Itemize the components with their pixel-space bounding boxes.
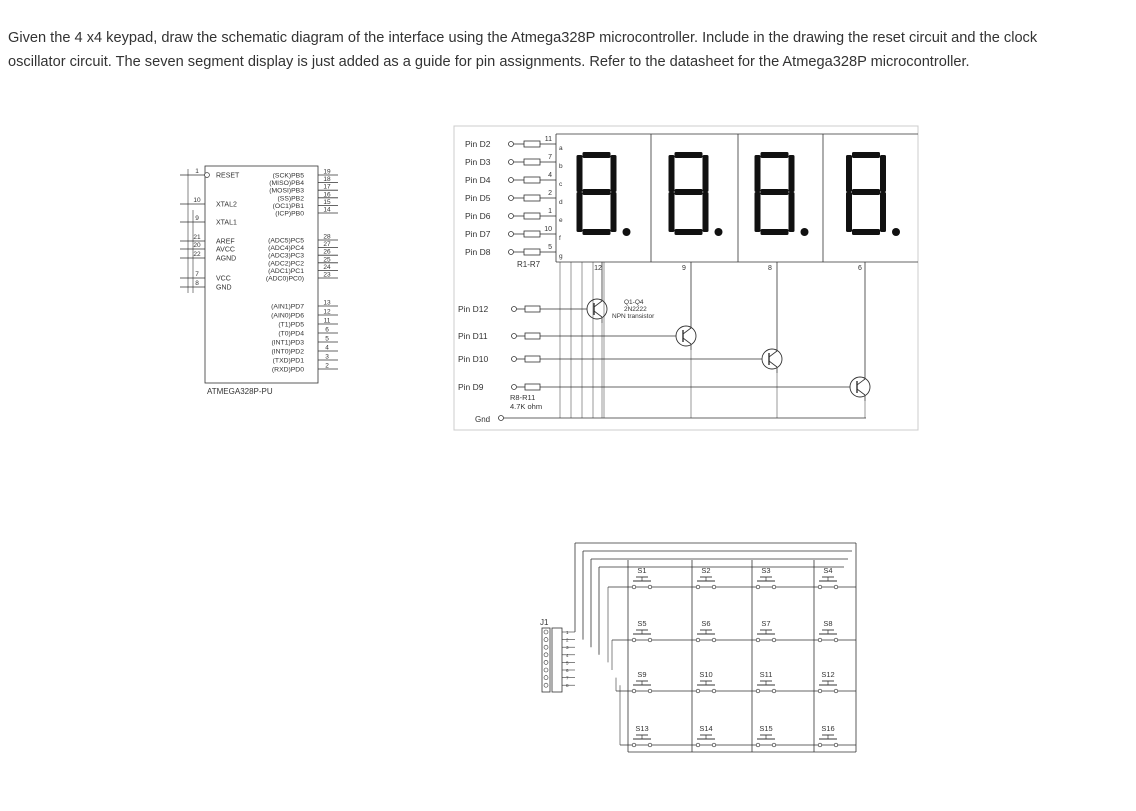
switch-label: S12: [821, 670, 835, 679]
mcu-pin-name: (SCK)PB5: [272, 172, 304, 180]
segment: [675, 152, 703, 158]
mcu-pin-number: 26: [323, 248, 331, 256]
mcu-pin-name: (SS)PB2: [277, 195, 304, 203]
switch-contact: [756, 743, 760, 747]
mcu-pin-number: 4: [325, 344, 329, 352]
resistor: [524, 141, 540, 147]
switch-contact: [834, 689, 838, 693]
mcu-pin-number: 10: [193, 197, 201, 204]
segment: [755, 192, 761, 232]
mcu-pin-number: 27: [323, 241, 331, 249]
segment-pin-label: Pin D3: [465, 157, 491, 167]
mcu-pin-name: (MOSI)PB3: [269, 187, 304, 195]
switch-label: S6: [701, 619, 711, 628]
switch-contact: [772, 585, 776, 589]
switch-label: S8: [823, 619, 833, 628]
segment-pin-number: 5: [548, 244, 552, 251]
connector-pin: [544, 676, 548, 680]
switch-label: S14: [699, 724, 713, 733]
terminal-circle: [512, 307, 517, 312]
resistor: [525, 306, 540, 312]
segment: [703, 155, 709, 192]
mcu-pin-number: 6: [325, 326, 329, 334]
mcu-pin-name: (MISO)PB4: [269, 180, 304, 188]
connector-pin-number: 5: [566, 660, 569, 666]
digit-resistor-value: 4.7K ohm: [510, 402, 543, 411]
switch-contact: [712, 638, 716, 642]
mcu-pin-name: (ADC1)PC1: [268, 267, 304, 275]
mcu-pin-name: XTAL1: [216, 219, 237, 227]
mcu-pin-number: 7: [195, 271, 199, 278]
mcu-pin-number: 16: [323, 191, 331, 199]
switch-contact: [712, 689, 716, 693]
mcu-pin-name: (T0)PD4: [278, 330, 304, 338]
seven-segment-schematic: [454, 126, 918, 430]
switch-contact: [696, 638, 700, 642]
connector-pin-number: 3: [566, 645, 569, 651]
switch-contact: [772, 689, 776, 693]
switch-contact: [818, 689, 822, 693]
mcu-schematic: [180, 166, 338, 396]
resistor: [524, 249, 540, 255]
resistor: [524, 195, 540, 201]
npn-transistor: [762, 349, 782, 369]
npn-transistor: [850, 377, 870, 397]
terminal-circle: [509, 214, 514, 219]
switch-contact: [834, 585, 838, 589]
mcu-pin-name: (ADC5)PC5: [268, 237, 304, 245]
segment: [669, 155, 675, 192]
mcu-pin-number: 21: [193, 234, 201, 241]
terminal-circle: [512, 357, 517, 362]
segment: [789, 192, 795, 232]
connector-pin-number: 6: [566, 668, 569, 673]
connector-pin: [544, 660, 548, 664]
digit-pin-number: 9: [682, 265, 686, 272]
digit-resistors-label: R8-R11: [510, 393, 536, 402]
segment-resistors-label: R1-R7: [517, 260, 541, 269]
resistor: [524, 177, 540, 183]
switch-label: S11: [759, 670, 773, 679]
mcu-pin-name: (T1)PD5: [278, 321, 304, 329]
mcu-pin-number: 18: [323, 176, 331, 184]
segment: [703, 192, 709, 232]
segment: [577, 155, 583, 192]
resistor: [524, 213, 540, 219]
mcu-pin-name: (ICP)PB0: [275, 210, 304, 218]
segment: [675, 189, 703, 195]
mcu-pin-name: (INT1)PD3: [271, 339, 304, 347]
resistor: [525, 384, 540, 390]
switch-label: S2: [701, 566, 711, 575]
mcu-pin-name: AGND: [216, 255, 237, 263]
segment: [761, 229, 789, 235]
switch-contact: [632, 743, 636, 747]
digit-4: [846, 152, 900, 236]
terminal-circle: [512, 385, 517, 390]
segment: [846, 192, 852, 232]
segment: [669, 192, 675, 232]
segment-pin-label: Pin D8: [465, 247, 491, 257]
segment: [852, 152, 880, 158]
resistor: [524, 231, 540, 237]
mcu-pin-number: 23: [323, 271, 331, 279]
mcu-pin-number: 19: [323, 168, 331, 176]
mcu-pin-number: 14: [323, 206, 331, 214]
switch-contact: [696, 743, 700, 747]
mcu-pin-number: 17: [323, 183, 331, 191]
resistor: [524, 159, 540, 165]
mcu-pin-number: 1: [195, 168, 199, 175]
mcu-right-pins: [266, 169, 338, 374]
switch-contact: [818, 585, 822, 589]
decimal-point: [801, 228, 809, 236]
mcu-pin-name: RESET: [216, 172, 240, 180]
segment-letter: d: [559, 199, 563, 206]
mcu-pin-number: 8: [195, 280, 199, 287]
switch-contact: [632, 585, 636, 589]
mcu-left-pins: [180, 168, 240, 293]
decimal-point: [715, 228, 723, 236]
connector-pin-number: 4: [566, 652, 569, 658]
mcu-pin-number: 12: [323, 308, 331, 316]
mcu-pin-name: VCC: [216, 275, 231, 283]
terminal-circle: [499, 416, 504, 421]
connector-j1-pins: [552, 628, 562, 692]
transistor-label-1: Q1-Q4: [624, 299, 644, 306]
resistor: [525, 356, 540, 362]
segment-pin-number: 7: [548, 154, 552, 161]
terminal-circle: [509, 196, 514, 201]
segment: [755, 155, 761, 192]
switch-contact: [756, 585, 760, 589]
switch-contact: [696, 689, 700, 693]
mcu-pin-name: (ADC2)PC2: [268, 260, 304, 268]
mcu-pin-name: (OC1)PB1: [272, 202, 304, 210]
switch-contact: [818, 638, 822, 642]
connector-pin-number: 1: [566, 630, 569, 635]
digit-pin-number: 6: [858, 265, 862, 272]
keypad-schematic: [540, 543, 856, 752]
segment-pin-number: 10: [544, 226, 552, 233]
digit-pin-label: Pin D11: [458, 331, 488, 341]
connector-pin: [544, 638, 548, 642]
terminal-circle: [509, 178, 514, 183]
mcu-pin-number: 20: [193, 242, 201, 249]
switch-contact: [648, 689, 652, 693]
terminal-circle: [512, 334, 517, 339]
terminal-circle: [509, 232, 514, 237]
mcu-pin-name: (ADC4)PC4: [268, 245, 304, 253]
segment-pin-label: Pin D4: [465, 175, 491, 185]
terminal-circle: [509, 142, 514, 147]
connector-pin: [544, 683, 548, 687]
mcu-pin-name: (ADC0)PC0): [265, 275, 304, 283]
segment-pin-label: Pin D5: [465, 193, 491, 203]
digit-pin-number: 12: [594, 265, 602, 272]
connector-pin-number: 7: [566, 675, 569, 681]
mcu-pin-number: 15: [323, 198, 331, 206]
switch-contact: [712, 585, 716, 589]
switch-label: S13: [635, 724, 649, 733]
mcu-pin-name: (AIN1)PD7: [271, 303, 304, 311]
segment-pin-number: 4: [548, 172, 552, 179]
segment: [761, 189, 789, 195]
segment: [611, 192, 617, 232]
digit-2: [669, 152, 723, 236]
mcu-pin-number: 13: [323, 299, 331, 307]
connector-pin-number: 8: [566, 683, 569, 689]
segment: [880, 155, 886, 192]
npn-transistor: [676, 326, 696, 346]
digit-1: [577, 152, 631, 236]
switch-contact: [632, 638, 636, 642]
question-line-2: oscillator circuit. The seven segment display is just added as a guide for pin assignments. Refer to the datasheet for the Atmega328P microcontroller.: [8, 54, 970, 70]
segment: [675, 229, 703, 235]
resistor: [525, 333, 540, 339]
switch-label: S16: [821, 724, 835, 733]
transistor-label-2: 2N2222: [624, 306, 647, 313]
switch-contact: [712, 743, 716, 747]
terminal-circle: [509, 250, 514, 255]
mcu-pin-name: AVCC: [216, 246, 235, 254]
segment-letter: g: [559, 253, 563, 260]
mcu-pin-name: GND: [216, 284, 232, 292]
terminal-circle: [509, 160, 514, 165]
switch-label: S7: [761, 619, 771, 628]
decimal-point: [623, 228, 631, 236]
switch-contact: [756, 689, 760, 693]
mcu-pin-number: 25: [323, 256, 331, 264]
switch-contact: [756, 638, 760, 642]
segment: [583, 229, 611, 235]
mcu-pin-name: (RXD)PD0: [271, 366, 304, 374]
switch-contact: [648, 743, 652, 747]
segment-inputs: [465, 134, 563, 262]
mcu-pin-number: 5: [325, 335, 329, 343]
switch-contact: [696, 585, 700, 589]
segment: [583, 152, 611, 158]
digit-pin-label: Pin D12: [458, 304, 489, 314]
decimal-point: [892, 228, 900, 236]
segment: [611, 155, 617, 192]
mcu-pin-number: 22: [193, 251, 201, 258]
digit-pin-label: Pin D9: [458, 382, 484, 392]
switch-contact: [834, 638, 838, 642]
segment-letter: b: [559, 163, 563, 170]
connector-pin: [544, 645, 548, 649]
segment: [577, 192, 583, 232]
segment: [852, 229, 880, 235]
segment: [846, 155, 852, 192]
reset-pin-bubble: [205, 173, 210, 178]
segment-letter: f: [559, 235, 561, 242]
mcu-pin-number: 2: [325, 362, 329, 370]
mcu-pin-name: (AIN0)PD6: [271, 312, 304, 320]
mcu-pin-number: 11: [323, 317, 331, 325]
transistor-label-3: NPN transistor: [612, 313, 655, 320]
keypad-wiring: [544, 543, 856, 752]
switch-label: S4: [823, 566, 833, 575]
connector-pin-number: 2: [566, 637, 569, 643]
mcu-pin-number: 3: [325, 353, 329, 361]
switch-label: S3: [761, 566, 771, 575]
segment-pin-number: 2: [548, 190, 552, 197]
segment-letter: a: [559, 145, 563, 152]
segment-pin-number: 11: [544, 136, 552, 143]
connector-label: J1: [540, 618, 549, 627]
segment-pin-label: Pin D2: [465, 139, 491, 149]
switch-contact: [818, 743, 822, 747]
mcu-pin-name: AREF: [216, 238, 235, 246]
switch-contact: [648, 638, 652, 642]
connector-pin: [544, 630, 548, 634]
mcu-part-label: ATMEGA328P-PU: [207, 387, 273, 396]
mcu-pin-name: XTAL2: [216, 201, 237, 209]
digit-pin-label: Pin D10: [458, 354, 489, 364]
segment: [583, 189, 611, 195]
mcu-pin-number: 28: [323, 233, 331, 241]
keypad-switches: [632, 566, 838, 747]
connector-pin: [544, 653, 548, 657]
segment: [761, 152, 789, 158]
switch-contact: [772, 743, 776, 747]
question-line-1: Given the 4 x4 keypad, draw the schematic diagram of the interface using the Atmega328P microcontroller. Include in the drawing the reset circuit and the clock: [8, 30, 1038, 46]
segment-pin-number: 1: [548, 208, 552, 215]
switch-label: S10: [699, 670, 713, 679]
mcu-pin-name: (ADC3)PC3: [268, 252, 304, 260]
switch-label: S9: [637, 670, 647, 679]
switch-label: S15: [759, 724, 773, 733]
mcu-pin-name: (INT0)PD2: [271, 348, 304, 356]
segment: [880, 192, 886, 232]
switch-label: S1: [637, 566, 647, 575]
switch-contact: [772, 638, 776, 642]
segment-pin-label: Pin D6: [465, 211, 491, 221]
mcu-pin-number: 24: [323, 263, 331, 271]
segment-letter: e: [559, 217, 563, 224]
switch-contact: [648, 585, 652, 589]
digit-pin-number: 8: [768, 265, 772, 272]
segment-pin-label: Pin D7: [465, 229, 491, 239]
seven-segment-digits: [556, 134, 918, 272]
mcu-pin-name: (TXD)PD1: [272, 357, 304, 365]
switch-contact: [632, 689, 636, 693]
digit-3: [755, 152, 809, 236]
connector-pin: [544, 668, 548, 672]
segment: [852, 189, 880, 195]
switch-contact: [834, 743, 838, 747]
segment-letter: c: [559, 181, 563, 188]
mcu-pin-number: 9: [195, 215, 199, 222]
switch-label: S5: [637, 619, 647, 628]
ground-label: Gnd: [475, 415, 491, 424]
segment: [789, 155, 795, 192]
